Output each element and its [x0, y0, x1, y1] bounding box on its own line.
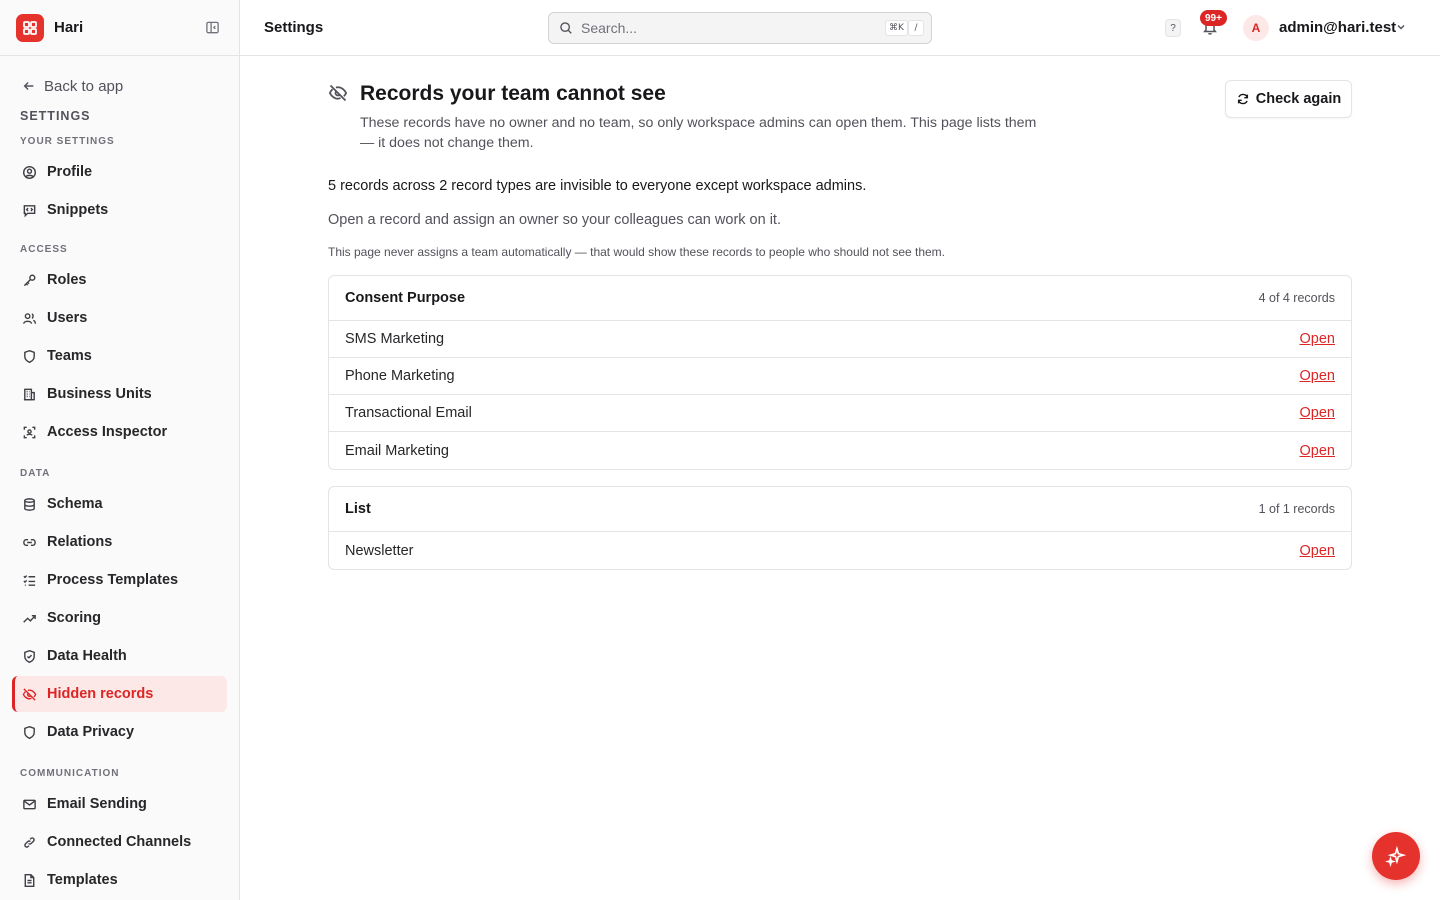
refresh-icon	[1236, 92, 1250, 106]
user-email[interactable]: admin@hari.test	[1279, 19, 1397, 36]
sidebar-item-label: Connected Channels	[47, 834, 192, 850]
search-placeholder: Search...	[581, 20, 638, 36]
sidebar-item-label: Schema	[47, 496, 103, 512]
card-header	[329, 276, 1351, 321]
record-name: Email Marketing	[345, 442, 449, 459]
mail-icon	[22, 797, 37, 812]
link-icon	[22, 535, 37, 550]
scan-icon	[22, 425, 37, 440]
open-record-link[interactable]: Open	[1299, 542, 1335, 559]
table-row	[329, 395, 1351, 432]
building-icon	[22, 387, 37, 402]
checklist-icon	[22, 573, 37, 588]
group-label-communication: COMMUNICATION	[20, 768, 120, 779]
search-slash-key: /	[908, 20, 924, 36]
sidebar-item-snippets[interactable]	[12, 192, 227, 228]
open-record-link[interactable]: Open	[1299, 331, 1335, 347]
record-name: Phone Marketing	[345, 368, 455, 384]
page-title: Records your team cannot see	[360, 82, 666, 105]
record-count: 1 of 1 records	[1258, 502, 1335, 516]
database-icon	[22, 497, 37, 512]
sidebar-item-schema[interactable]	[12, 486, 227, 522]
users-icon	[22, 311, 37, 326]
table-row	[329, 358, 1351, 395]
summary-text: 5 records across 2 record types are invisible to everyone except workspace admins.	[328, 178, 867, 194]
page-label: Settings	[264, 19, 324, 36]
sidebar-item-email-sending[interactable]	[12, 786, 227, 822]
eye-off-icon	[328, 83, 348, 103]
sidebar-item-label: Teams	[47, 348, 92, 364]
sidebar-item-access-inspector[interactable]	[12, 414, 227, 450]
sidebar-item-teams[interactable]	[12, 338, 227, 374]
sidebar-item-label: Data Health	[47, 648, 127, 664]
group-label-data: DATA	[20, 468, 51, 479]
collapse-sidebar-icon[interactable]	[201, 17, 223, 39]
brand-name: Hari	[54, 19, 84, 36]
ai-assistant-button[interactable]	[1372, 832, 1420, 880]
sidebar-item-scoring[interactable]	[12, 600, 227, 636]
check-again-label: Check again	[1255, 91, 1342, 107]
avatar[interactable]: A	[1243, 15, 1269, 41]
open-record-link[interactable]: Open	[1299, 442, 1335, 459]
sidebar-item-profile[interactable]	[12, 154, 227, 190]
sidebar-item-label: Email Sending	[47, 796, 147, 812]
sidebar-item-label: Data Privacy	[47, 724, 135, 740]
open-record-link[interactable]: Open	[1299, 368, 1335, 384]
note-text: This page never assigns a team automatically — that would show these records to people who should not see them.	[328, 245, 946, 259]
search-input[interactable]	[548, 12, 932, 44]
settings-title: SETTINGS	[20, 109, 91, 123]
file-icon	[22, 873, 37, 888]
page-description: These records have no owner and no team, so only workspace admins can open them. This page lists them — it does not change them.	[360, 115, 1037, 151]
sidebar-item-hidden-records[interactable]	[12, 676, 227, 712]
sidebar-item-label: Access Inspector	[47, 424, 168, 440]
sidebar-item-data-privacy[interactable]	[12, 714, 227, 750]
sidebar-item-business-units[interactable]	[12, 376, 227, 412]
sidebar-item-relations[interactable]	[12, 524, 227, 560]
help-button[interactable]: ?	[1165, 19, 1181, 37]
sidebar-item-data-health[interactable]	[12, 638, 227, 674]
check-again-button[interactable]	[1225, 80, 1352, 118]
sidebar-item-label: Scoring	[47, 610, 101, 626]
trending-icon	[22, 611, 37, 626]
sidebar-item-label: Profile	[47, 164, 93, 180]
back-to-app-label: Back to app	[44, 77, 124, 95]
sidebar-item-process-templates[interactable]	[12, 562, 227, 598]
record-count: 4 of 4 records	[1258, 291, 1335, 305]
sidebar-item-label: Users	[47, 310, 88, 326]
card-title: List	[345, 501, 371, 517]
table-row	[329, 321, 1351, 358]
card-header	[329, 487, 1351, 532]
key-icon	[22, 273, 37, 288]
sidebar-item-label: Relations	[47, 534, 113, 550]
sidebar-item-label: Hidden records	[47, 686, 154, 702]
sidebar-item-templates[interactable]	[12, 862, 227, 898]
page-header	[328, 56, 1352, 160]
shield-check-icon	[22, 649, 37, 664]
sidebar	[0, 0, 240, 900]
app-logo-icon[interactable]	[16, 14, 44, 42]
arrow-left-icon	[22, 79, 36, 93]
eye-off-icon	[22, 687, 37, 702]
group-label-access: ACCESS	[20, 244, 68, 255]
sidebar-item-label: Roles	[47, 272, 87, 288]
table-row	[329, 532, 1351, 569]
search-icon	[559, 21, 573, 35]
record-name: SMS Marketing	[345, 331, 445, 347]
sidebar-item-roles[interactable]	[12, 262, 227, 298]
record-name: Transactional Email	[345, 405, 472, 421]
shield-icon	[22, 725, 37, 740]
sidebar-item-label: Process Templates	[47, 572, 179, 588]
record-type-card-list	[328, 486, 1352, 570]
topbar	[240, 0, 1440, 56]
record-type-card-consent-purpose	[328, 275, 1352, 470]
table-row	[329, 432, 1351, 469]
card-title: Consent Purpose	[345, 290, 466, 306]
hint-text: Open a record and assign an owner so your colleagues can work on it.	[328, 212, 781, 228]
user-circle-icon	[22, 165, 37, 180]
snippet-icon	[22, 203, 37, 218]
link-icon	[22, 835, 37, 850]
back-to-app-link[interactable]	[0, 72, 239, 100]
sidebar-item-label: Templates	[47, 872, 118, 888]
shield-icon	[22, 349, 37, 364]
chevron-down-icon[interactable]	[1395, 21, 1407, 33]
sidebar-item-users[interactable]	[12, 300, 227, 336]
sidebar-item-label: Business Units	[47, 386, 152, 402]
sidebar-item-label: Snippets	[47, 202, 109, 218]
open-record-link[interactable]: Open	[1299, 405, 1335, 421]
sidebar-item-connected-channels[interactable]	[12, 824, 227, 860]
sparkles-icon	[1385, 845, 1407, 867]
group-label-your-settings: YOUR SETTINGS	[20, 136, 115, 147]
brand-header	[0, 0, 239, 56]
record-name: Newsletter	[345, 542, 414, 559]
search-shortcut-key: ⌘K	[885, 20, 908, 36]
notification-count-badge: 99+	[1200, 10, 1227, 26]
main-content	[328, 56, 1352, 570]
